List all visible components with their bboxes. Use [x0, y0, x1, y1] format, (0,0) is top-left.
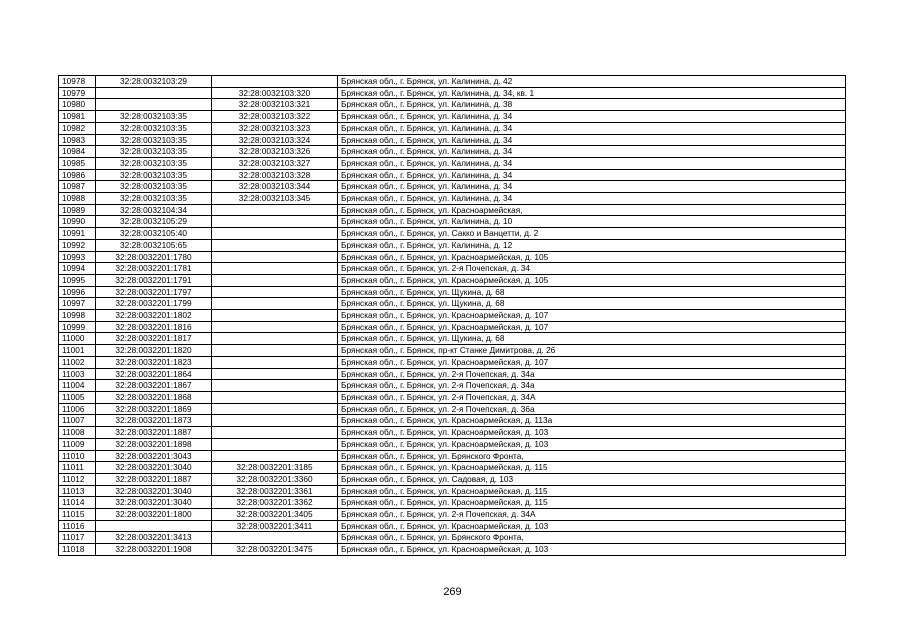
- address-cell: Брянская обл., г. Брянск, ул. 2-я Почепская, д. 34А: [338, 391, 846, 403]
- table-row: [59, 181, 846, 193]
- building-cadastral-number-cell: [212, 274, 338, 286]
- building-cadastral-number-cell: [212, 251, 338, 263]
- building-cadastral-number-cell: [212, 345, 338, 357]
- row-number-cell: 10982: [59, 122, 96, 134]
- row-number-cell: 11011: [59, 462, 96, 474]
- table-row: [59, 356, 846, 368]
- row-number-cell: 11012: [59, 473, 96, 485]
- row-number-cell: 11003: [59, 368, 96, 380]
- address-cell: Брянская обл., г. Брянск, ул. Калинина, д. 34: [338, 134, 846, 146]
- table-row: [59, 532, 846, 544]
- parcel-cadastral-number-cell: 32:28:0032201:1817: [96, 333, 212, 345]
- row-number-cell: 11004: [59, 380, 96, 392]
- parcel-cadastral-number-cell: 32:28:0032201:3040: [96, 497, 212, 509]
- parcel-cadastral-number-cell: 32:28:0032103:35: [96, 111, 212, 123]
- building-cadastral-number-cell: 32:28:0032201:3360: [212, 473, 338, 485]
- table-row: [59, 274, 846, 286]
- row-number-cell: 10991: [59, 228, 96, 240]
- table-row: [59, 193, 846, 205]
- address-cell: Брянская обл., г. Брянск, ул. Красноармейская, д. 107: [338, 321, 846, 333]
- row-number-cell: 10980: [59, 99, 96, 111]
- row-number-cell: 10993: [59, 251, 96, 263]
- table-row: [59, 321, 846, 333]
- address-cell: Брянская обл., г. Брянск, ул. Калинина, д. 34, кв. 1: [338, 87, 846, 99]
- table-row: [59, 146, 846, 158]
- address-cell: Брянская обл., г. Брянск, ул. Щукина, д. 68: [338, 333, 846, 345]
- address-cell: Брянская обл., г. Брянск, ул. Брянского Фронта,: [338, 450, 846, 462]
- parcel-cadastral-number-cell: 32:28:0032201:1791: [96, 274, 212, 286]
- table-row: [59, 345, 846, 357]
- address-cell: Брянская обл., г. Брянск, ул. 2-я Почепская, д. 34а: [338, 368, 846, 380]
- row-number-cell: 10985: [59, 157, 96, 169]
- table-row: [59, 450, 846, 462]
- parcel-cadastral-number-cell: [96, 87, 212, 99]
- address-cell: Брянская обл., г. Брянск, ул. 2-я Почепская, д. 34а: [338, 380, 846, 392]
- table-row: [59, 263, 846, 275]
- address-cell: Брянская обл., г. Брянск, ул. Красноармейская, д. 103: [338, 438, 846, 450]
- parcel-cadastral-number-cell: 32:28:0032103:35: [96, 122, 212, 134]
- parcel-cadastral-number-cell: 32:28:0032201:3040: [96, 485, 212, 497]
- building-cadastral-number-cell: 32:28:0032201:3405: [212, 509, 338, 521]
- row-number-cell: 10990: [59, 216, 96, 228]
- address-cell: Брянская обл., г. Брянск, ул. 2-я Почепская, д. 34: [338, 263, 846, 275]
- parcel-cadastral-number-cell: 32:28:0032105:65: [96, 239, 212, 251]
- parcel-cadastral-number-cell: 32:28:0032201:1887: [96, 473, 212, 485]
- table-row: [59, 391, 846, 403]
- row-number-cell: 11015: [59, 509, 96, 521]
- table-row: [59, 380, 846, 392]
- building-cadastral-number-cell: [212, 263, 338, 275]
- building-cadastral-number-cell: [212, 391, 338, 403]
- table-row: [59, 298, 846, 310]
- building-cadastral-number-cell: 32:28:0032103:322: [212, 111, 338, 123]
- parcel-cadastral-number-cell: 32:28:0032201:1823: [96, 356, 212, 368]
- row-number-cell: 10979: [59, 87, 96, 99]
- row-number-cell: 10998: [59, 310, 96, 322]
- table-row: [59, 462, 846, 474]
- row-number-cell: 10997: [59, 298, 96, 310]
- parcel-cadastral-number-cell: 32:28:0032104:34: [96, 204, 212, 216]
- table-row: [59, 544, 846, 556]
- table-row: [59, 111, 846, 123]
- row-number-cell: 11014: [59, 497, 96, 509]
- building-cadastral-number-cell: 32:28:0032201:3475: [212, 544, 338, 556]
- building-cadastral-number-cell: [212, 532, 338, 544]
- parcel-cadastral-number-cell: 32:28:0032103:35: [96, 193, 212, 205]
- building-cadastral-number-cell: [212, 380, 338, 392]
- row-number-cell: 11001: [59, 345, 96, 357]
- table-row: [59, 122, 846, 134]
- address-cell: Брянская обл., г. Брянск, ул. Красноармейская, д. 105: [338, 251, 846, 263]
- address-cell: Брянская обл., г. Брянск, ул. Сакко и Ванцетти, д. 2: [338, 228, 846, 240]
- parcel-cadastral-number-cell: 32:28:0032201:1781: [96, 263, 212, 275]
- building-cadastral-number-cell: [212, 450, 338, 462]
- row-number-cell: 11018: [59, 544, 96, 556]
- parcel-cadastral-number-cell: 32:28:0032103:35: [96, 157, 212, 169]
- address-cell: Брянская обл., г. Брянск, ул. 2-я Почепская, д. 36а: [338, 403, 846, 415]
- building-cadastral-number-cell: 32:28:0032103:327: [212, 157, 338, 169]
- table-row: [59, 286, 846, 298]
- parcel-cadastral-number-cell: 32:28:0032105:40: [96, 228, 212, 240]
- building-cadastral-number-cell: 32:28:0032201:3362: [212, 497, 338, 509]
- address-cell: Брянская обл., г. Брянск, ул. Красноармейская, д. 105: [338, 274, 846, 286]
- building-cadastral-number-cell: 32:28:0032103:323: [212, 122, 338, 134]
- row-number-cell: 10996: [59, 286, 96, 298]
- table-row: [59, 204, 846, 216]
- parcel-cadastral-number-cell: [96, 520, 212, 532]
- building-cadastral-number-cell: 32:28:0032103:328: [212, 169, 338, 181]
- building-cadastral-number-cell: [212, 438, 338, 450]
- parcel-cadastral-number-cell: 32:28:0032201:1868: [96, 391, 212, 403]
- address-cell: Брянская обл., г. Брянск, ул. Щукина, д. 68: [338, 298, 846, 310]
- address-cell: Брянская обл., г. Брянск, ул. Красноармейская, д. 107: [338, 356, 846, 368]
- parcel-cadastral-number-cell: 32:28:0032201:1802: [96, 310, 212, 322]
- row-number-cell: 10983: [59, 134, 96, 146]
- table-row: [59, 216, 846, 228]
- address-cell: Брянская обл., г. Брянск, ул. Калинина, д. 34: [338, 181, 846, 193]
- building-cadastral-number-cell: [212, 403, 338, 415]
- address-cell: Брянская обл., г. Брянск, ул. Красноармейская, д. 103: [338, 520, 846, 532]
- table-row: [59, 427, 846, 439]
- building-cadastral-number-cell: [212, 321, 338, 333]
- table-row: [59, 169, 846, 181]
- building-cadastral-number-cell: 32:28:0032103:345: [212, 193, 338, 205]
- table-row: [59, 415, 846, 427]
- building-cadastral-number-cell: 32:28:0032103:344: [212, 181, 338, 193]
- table-row: [59, 520, 846, 532]
- parcel-cadastral-number-cell: 32:28:0032103:35: [96, 181, 212, 193]
- address-cell: Брянская обл., г. Брянск, ул. Красноармейская, д. 115: [338, 462, 846, 474]
- address-cell: Брянская обл., г. Брянск, ул. Красноармейская,: [338, 204, 846, 216]
- address-cell: Брянская обл., г. Брянск, ул. Калинина, д. 34: [338, 193, 846, 205]
- land-registry-table: [58, 75, 846, 556]
- row-number-cell: 11016: [59, 520, 96, 532]
- row-number-cell: 11007: [59, 415, 96, 427]
- row-number-cell: 10988: [59, 193, 96, 205]
- building-cadastral-number-cell: [212, 76, 338, 88]
- building-cadastral-number-cell: [212, 216, 338, 228]
- row-number-cell: 10978: [59, 76, 96, 88]
- row-number-cell: 10987: [59, 181, 96, 193]
- row-number-cell: 11017: [59, 532, 96, 544]
- table-row: [59, 310, 846, 322]
- address-cell: Брянская обл., г. Брянск, ул. Калинина, д. 34: [338, 169, 846, 181]
- building-cadastral-number-cell: 32:28:0032103:320: [212, 87, 338, 99]
- row-number-cell: 11009: [59, 438, 96, 450]
- row-number-cell: 10995: [59, 274, 96, 286]
- address-cell: Брянская обл., г. Брянск, ул. Красноармейская, д. 103: [338, 427, 846, 439]
- building-cadastral-number-cell: [212, 356, 338, 368]
- address-cell: Брянская обл., г. Брянск, ул. Щукина, д. 68: [338, 286, 846, 298]
- parcel-cadastral-number-cell: 32:28:0032201:1869: [96, 403, 212, 415]
- building-cadastral-number-cell: 32:28:0032201:3185: [212, 462, 338, 474]
- row-number-cell: 10994: [59, 263, 96, 275]
- table-row: [59, 99, 846, 111]
- address-cell: Брянская обл., г. Брянск, ул. Калинина, д. 34: [338, 111, 846, 123]
- table-row: [59, 333, 846, 345]
- address-cell: Брянская обл., г. Брянск, ул. Калинина, д. 34: [338, 157, 846, 169]
- building-cadastral-number-cell: [212, 204, 338, 216]
- parcel-cadastral-number-cell: 32:28:0032201:3413: [96, 532, 212, 544]
- table-row: [59, 368, 846, 380]
- address-cell: Брянская обл., г. Брянск, ул. Красноармейская, д. 113а: [338, 415, 846, 427]
- address-cell: Брянская обл., г. Брянск, ул. Красноармейская, д. 115: [338, 485, 846, 497]
- address-cell: Брянская обл., г. Брянск, ул. Брянского Фронта,: [338, 532, 846, 544]
- address-cell: Брянская обл., г. Брянск, ул. Садовая, д. 103: [338, 473, 846, 485]
- row-number-cell: 10989: [59, 204, 96, 216]
- building-cadastral-number-cell: 32:28:0032201:3411: [212, 520, 338, 532]
- building-cadastral-number-cell: [212, 368, 338, 380]
- table-row: [59, 438, 846, 450]
- parcel-cadastral-number-cell: 32:28:0032201:1797: [96, 286, 212, 298]
- row-number-cell: 11010: [59, 450, 96, 462]
- building-cadastral-number-cell: 32:28:0032103:326: [212, 146, 338, 158]
- parcel-cadastral-number-cell: [96, 99, 212, 111]
- address-cell: Брянская обл., г. Брянск, ул. Калинина, д. 12: [338, 239, 846, 251]
- page-number: 269: [443, 586, 462, 598]
- address-cell: Брянская обл., г. Брянск, ул. Красноармейская, д. 103: [338, 544, 846, 556]
- address-cell: Брянская обл., г. Брянск, ул. Красноармейская, д. 107: [338, 310, 846, 322]
- building-cadastral-number-cell: 32:28:0032103:321: [212, 99, 338, 111]
- building-cadastral-number-cell: 32:28:0032103:324: [212, 134, 338, 146]
- parcel-cadastral-number-cell: 32:28:0032103:35: [96, 146, 212, 158]
- address-cell: Брянская обл., г. Брянск, ул. Красноармейская, д. 115: [338, 497, 846, 509]
- parcel-cadastral-number-cell: 32:28:0032201:1873: [96, 415, 212, 427]
- table-body: [59, 76, 846, 556]
- address-cell: Брянская обл., г. Брянск, ул. Калинина, д. 34: [338, 146, 846, 158]
- building-cadastral-number-cell: [212, 298, 338, 310]
- table-row: [59, 76, 846, 88]
- address-cell: Брянская обл., г. Брянск, пр-кт Станке Димитрова, д. 26: [338, 345, 846, 357]
- parcel-cadastral-number-cell: 32:28:0032103:35: [96, 169, 212, 181]
- building-cadastral-number-cell: [212, 427, 338, 439]
- table-row: [59, 157, 846, 169]
- parcel-cadastral-number-cell: 32:28:0032201:1799: [96, 298, 212, 310]
- address-cell: Брянская обл., г. Брянск, ул. Калинина, д. 10: [338, 216, 846, 228]
- table-row: [59, 134, 846, 146]
- row-number-cell: 11000: [59, 333, 96, 345]
- parcel-cadastral-number-cell: 32:28:0032201:1780: [96, 251, 212, 263]
- row-number-cell: 11006: [59, 403, 96, 415]
- building-cadastral-number-cell: [212, 228, 338, 240]
- parcel-cadastral-number-cell: 32:28:0032201:1864: [96, 368, 212, 380]
- address-cell: Брянская обл., г. Брянск, ул. Калинина, д. 42: [338, 76, 846, 88]
- parcel-cadastral-number-cell: 32:28:0032201:1898: [96, 438, 212, 450]
- row-number-cell: 11005: [59, 391, 96, 403]
- row-number-cell: 10986: [59, 169, 96, 181]
- row-number-cell: 11013: [59, 485, 96, 497]
- table-row: [59, 403, 846, 415]
- address-cell: Брянская обл., г. Брянск, ул. 2-я Почепская, д. 34А: [338, 509, 846, 521]
- parcel-cadastral-number-cell: 32:28:0032103:35: [96, 134, 212, 146]
- parcel-cadastral-number-cell: 32:28:0032201:3043: [96, 450, 212, 462]
- table-row: [59, 251, 846, 263]
- parcel-cadastral-number-cell: 32:28:0032201:1867: [96, 380, 212, 392]
- parcel-cadastral-number-cell: 32:28:0032201:1908: [96, 544, 212, 556]
- parcel-cadastral-number-cell: 32:28:0032201:1816: [96, 321, 212, 333]
- building-cadastral-number-cell: [212, 333, 338, 345]
- parcel-cadastral-number-cell: 32:28:0032105:29: [96, 216, 212, 228]
- building-cadastral-number-cell: 32:28:0032201:3361: [212, 485, 338, 497]
- table-row: [59, 473, 846, 485]
- building-cadastral-number-cell: [212, 239, 338, 251]
- row-number-cell: 10984: [59, 146, 96, 158]
- table-row: [59, 497, 846, 509]
- parcel-cadastral-number-cell: 32:28:0032201:1800: [96, 509, 212, 521]
- row-number-cell: 10981: [59, 111, 96, 123]
- address-cell: Брянская обл., г. Брянск, ул. Калинина, д. 34: [338, 122, 846, 134]
- row-number-cell: 10992: [59, 239, 96, 251]
- building-cadastral-number-cell: [212, 286, 338, 298]
- building-cadastral-number-cell: [212, 310, 338, 322]
- row-number-cell: 11008: [59, 427, 96, 439]
- table-row: [59, 485, 846, 497]
- building-cadastral-number-cell: [212, 415, 338, 427]
- address-cell: Брянская обл., г. Брянск, ул. Калинина, д. 38: [338, 99, 846, 111]
- parcel-cadastral-number-cell: 32:28:0032201:3040: [96, 462, 212, 474]
- parcel-cadastral-number-cell: 32:28:0032201:1820: [96, 345, 212, 357]
- table-row: [59, 509, 846, 521]
- parcel-cadastral-number-cell: 32:28:0032201:1887: [96, 427, 212, 439]
- table-row: [59, 239, 846, 251]
- table-row: [59, 228, 846, 240]
- parcel-cadastral-number-cell: 32:28:0032103:29: [96, 76, 212, 88]
- row-number-cell: 10999: [59, 321, 96, 333]
- table-row: [59, 87, 846, 99]
- row-number-cell: 11002: [59, 356, 96, 368]
